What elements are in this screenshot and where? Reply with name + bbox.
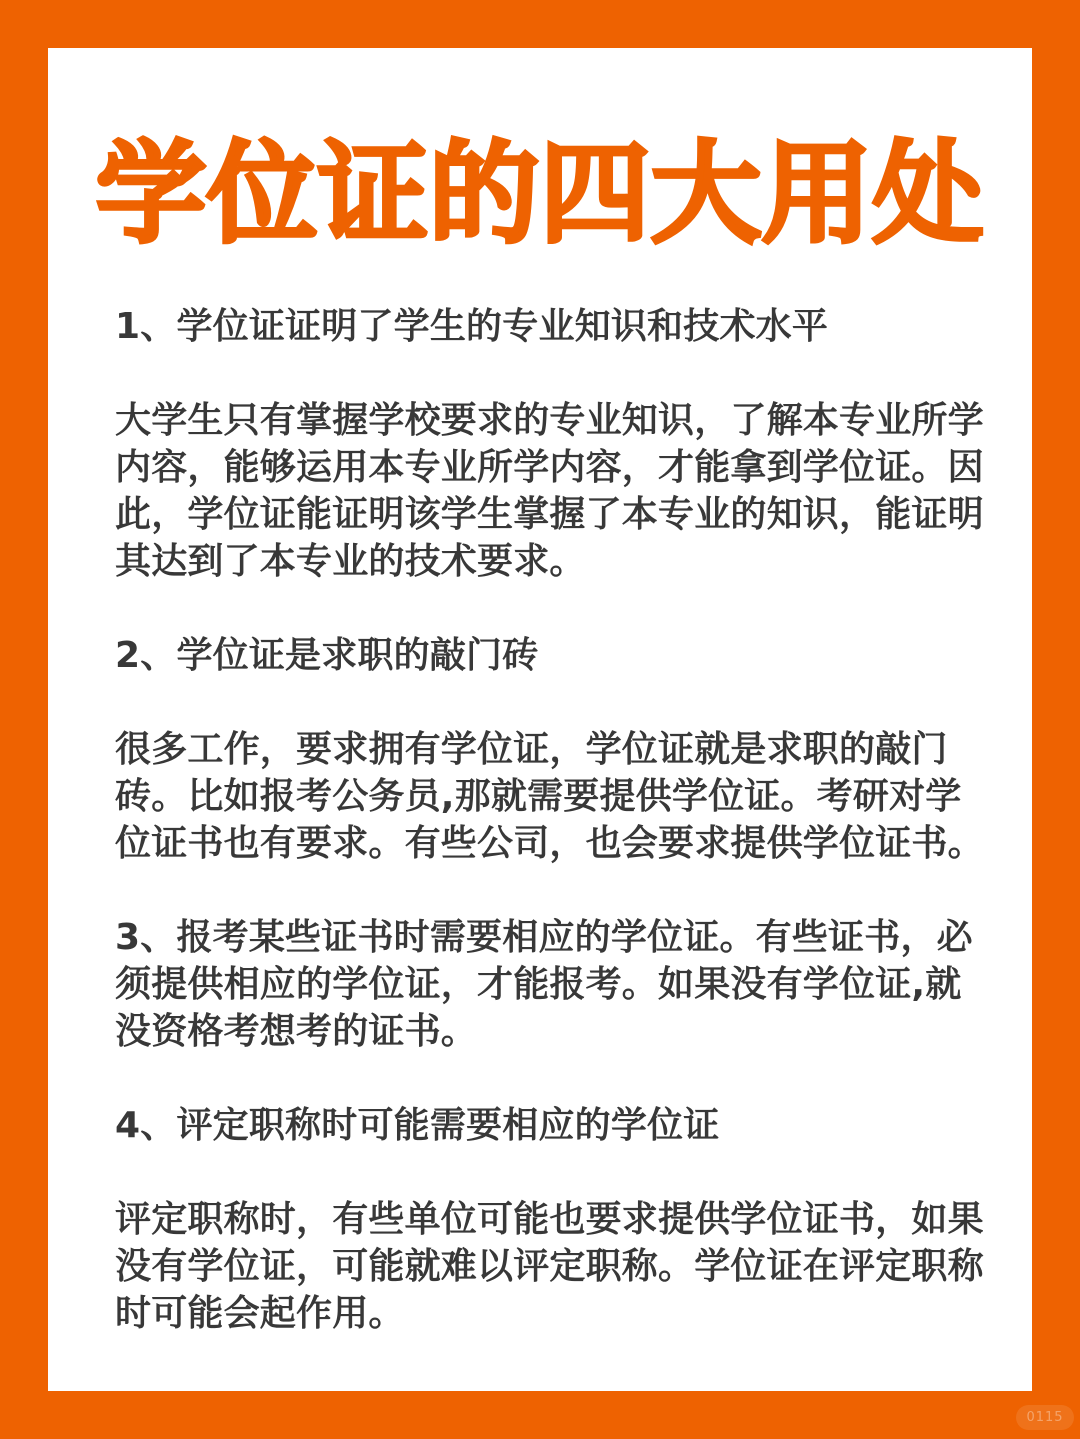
section-2-heading: 2、学位证是求职的敲门砖 <box>115 635 539 676</box>
section-3-paragraph: 3、报考某些证书时需要相应的学位证。有些证书，必须提供相应的学位证，才能报考。如果没有学位证,就没资格考想考的证书。 <box>115 917 973 1052</box>
section-4-heading: 4、评定职称时可能需要相应的学位证 <box>115 1105 720 1146</box>
watermark-badge: 0115 <box>1016 1405 1074 1430</box>
section-2-paragraph: 很多工作，要求拥有学位证，学位证就是求职的敲门砖。比如报考公务员,那就需要提供学位证。考研对学位证书也有要求。有些公司，也会要求提供学位证书。 <box>115 729 984 864</box>
section-1-heading: 1、学位证证明了学生的专业知识和技术水平 <box>115 306 829 347</box>
section-1-paragraph: 大学生只有掌握学校要求的专业知识，了解本专业所学内容，能够运用本专业所学内容，才能拿到学位证。因此，学位证能证明该学生掌握了本专业的知识，能证明其达到了本专业的技术要求。 <box>115 400 984 582</box>
poster-content <box>48 48 1032 1391</box>
section-4-paragraph: 评定职称时，有些单位可能也要求提供学位证书，如果没有学位证，可能就难以评定职称。学位证在评定职称时可能会起作用。 <box>115 1199 984 1334</box>
text-column <box>115 303 987 1337</box>
poster-title: 学位证的四大用处 <box>96 130 984 258</box>
